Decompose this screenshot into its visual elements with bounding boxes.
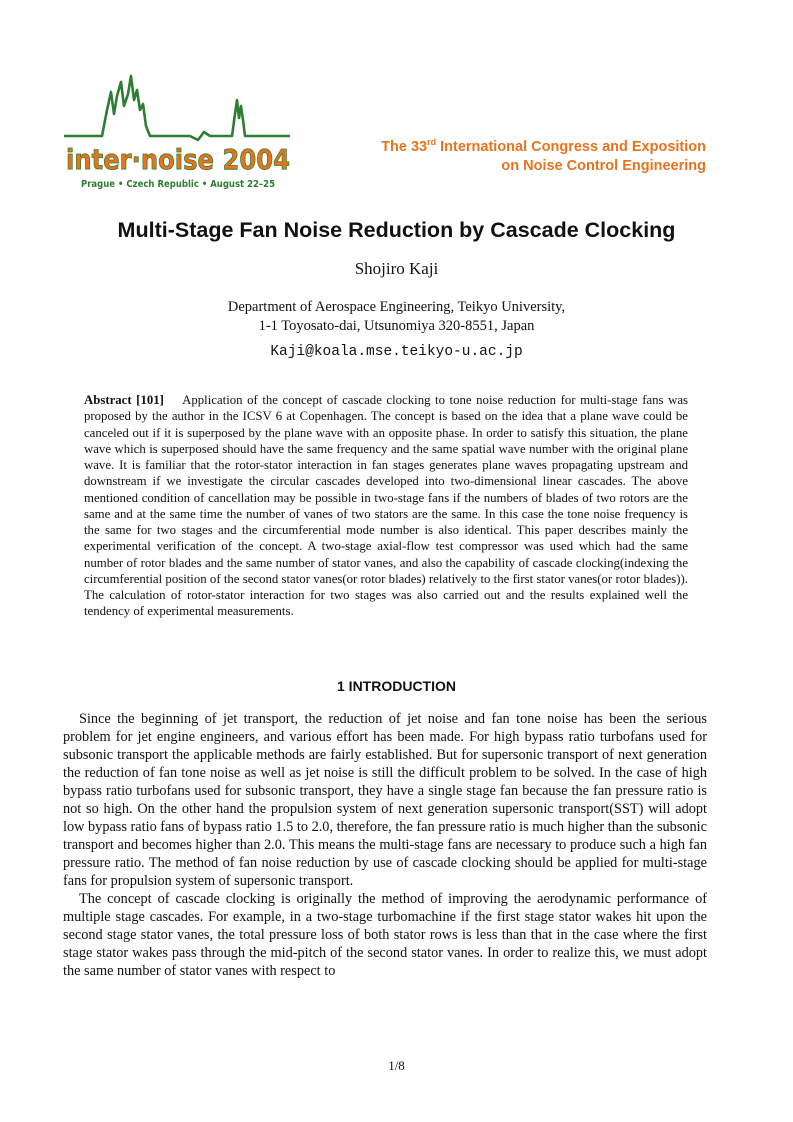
conference-logo: [64, 70, 294, 192]
congress-line-1: The 33rd International Congress and Exposition: [381, 137, 706, 155]
congress-heading: [286, 138, 706, 176]
congress-line-2: on Noise Control Engineering: [501, 158, 706, 174]
prague-skyline-icon: [64, 70, 294, 192]
affiliation: [0, 298, 793, 336]
paper-title: Multi-Stage Fan Noise Reduction by Cascade Clocking: [117, 218, 676, 242]
section-heading: 1 INTRODUCTION: [337, 678, 456, 694]
abstract: [84, 392, 688, 620]
affiliation-line-1: Department of Aerospace Engineering, Teikyo University,: [227, 299, 566, 315]
author-email: Kaji@koala.mse.teikyo-u.ac.jp: [270, 344, 523, 360]
page-number: 1/8: [388, 1058, 405, 1073]
svg-text:inter·noise 2004: inter·noise 2004: [66, 143, 290, 176]
paragraph-2: The concept of cascade clocking is originally the method of improving the aerodynamic performance of multiple stage cascades. For example, in a two-stage turbomachine if the first stage stator wakes hit upon the second stage stator vanes, the total pressure loss of both stator rows is less than that in the case where the first stage stator wakes pass through the mid-pitch of the second stator vanes. In order to realize this, we must adopt the same number of stator vanes with respect to: [63, 891, 707, 979]
introduction-body: [63, 710, 707, 980]
abstract-text: Application of the concept of cascade clocking to tone noise reduction for multi-stage fans was proposed by the author in the ICSV 6 at Copenhagen. The concept is based on the idea that a plane wave could be canceled out if it is superposed by the plane wave with an opposite phase. In order to satisfy this situation, the plane wave which is superposed should have the same frequency and the same spatial wave number with the original plane wave. It is familiar that the rotor-stator interaction in fan stages generates plane waves propagating upstream and downstream if we investigate the circular cascades developed into two-dimensional linear cascades. The above mentioned condition of cancellation may be possible in two-stage fans if the numbers of blades of two rotors are the same and at the same time the number of vanes of two stators are the same. In this case the tone noise frequency is the same for two stages and the circumferential mode number is also identical. This paper describes mainly the experimental verification of the concept. A two-stage axial-flow test compressor was used which had the same number of rotor blades and the same number of stator vanes, and also the capability of cascade clocking(indexing the circumferential position of the second stator vanes(or rotor blades) relatively to the first stator vanes(or rotor blades)). The calculation of rotor-stator interaction for two stages was also carried out and the results explained well the tendency of experimental measurements.: [84, 393, 688, 619]
abstract-label: Abstract [101]: [84, 393, 164, 407]
affiliation-line-2: 1-1 Toyosato-dai, Utsunomiya 320-8551, Japan: [258, 318, 535, 334]
author-name: Shojiro Kaji: [354, 259, 439, 278]
paragraph-1: Since the beginning of jet transport, the reduction of jet noise and fan tone noise has been the serious problem for jet engine engineers, and various effort has been made. For high bypass ratio turbofans used for subsonic transport the applicable methods are fairly established. But for supersonic transport of next generation the reduction of fan tone noise as well as jet noise is still the difficult problem to be solved. In the case of high bypass ratio turbofans used for subsonic transport, they have a single stage fan because the fan pressure ratio is not so high. On the other hand the propulsion system of next generation supersonic transport(SST) will adopt low bypass ratio fans of bypass ratio 1.5 to 2.0, therefore, the fan pressure ratio is much higher than the subsonic transport and becomes higher than 2.0. This means the multi-stage fans are necessary to produce such a high fan pressure ratio. The method of fan noise reduction by use of cascade clocking should be applied for multi-stage fans for propulsion system of supersonic transport.: [63, 711, 707, 889]
svg-text:Prague • Czech Republic • Augu: Prague • Czech Republic • August 22–25: [81, 179, 275, 190]
